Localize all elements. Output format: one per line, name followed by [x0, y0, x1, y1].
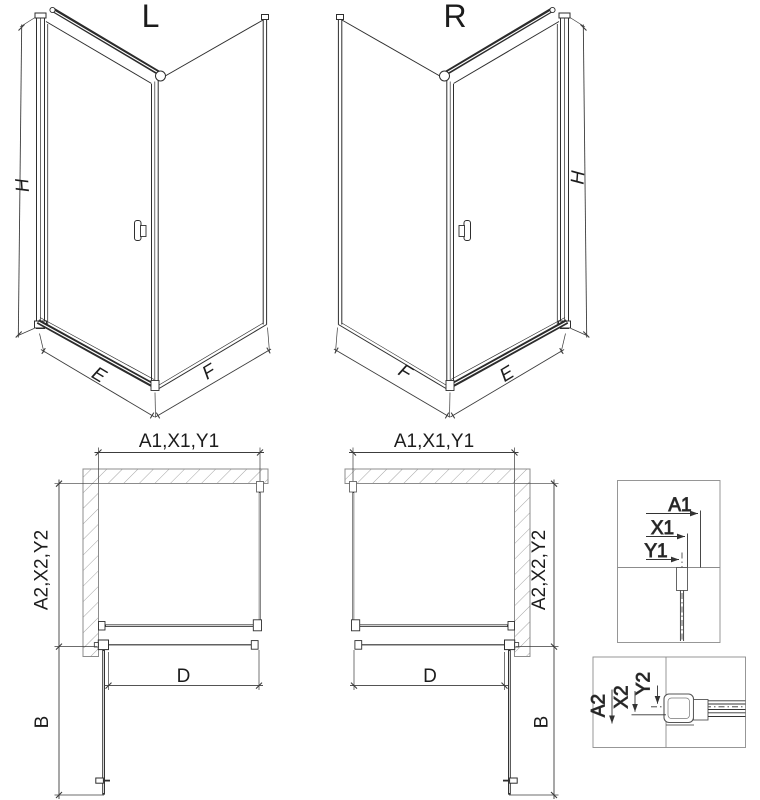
- walls-hatched-left: [83, 469, 268, 657]
- detail-label-a2: A2: [588, 693, 610, 718]
- plan-view-right: [345, 431, 559, 799]
- model-label-right: R: [443, 0, 467, 34]
- detail-label-x2: X2: [611, 685, 633, 709]
- detail-box-wall-profile: [618, 481, 721, 643]
- detail-box-floor-profile: [589, 657, 746, 748]
- iso-view-right: [334, 0, 590, 418]
- plan-dim-width-left: A1,X1,Y1: [138, 431, 220, 452]
- plan-dim-depth-right: A2,X2,Y2: [529, 529, 550, 611]
- plan-dim-swing-right: B: [531, 715, 553, 729]
- plan-view-left: [32, 431, 269, 799]
- plan-dim-width-right: A1,X1,Y1: [393, 431, 475, 452]
- iso-geometry-left: [16, 7, 271, 418]
- detail-label-a1: A1: [668, 495, 692, 516]
- dim-label-side-right: F: [394, 360, 416, 385]
- plan-dim-depth-left: A2,X2,Y2: [31, 529, 53, 611]
- dim-label-side-left: F: [198, 360, 220, 385]
- detail-label-x1: X1: [650, 518, 675, 539]
- dim-label-height-left: H: [12, 177, 34, 193]
- iso-view-left: [12, 0, 271, 418]
- model-label-left: L: [141, 0, 160, 34]
- plan-dim-swing-left: B: [32, 715, 53, 729]
- plan-dim-door-right: D: [423, 666, 437, 687]
- dim-label-door-right: E: [496, 362, 519, 387]
- dim-label-door-left: E: [87, 363, 110, 388]
- walls-hatched-right: [345, 469, 530, 657]
- detail-label-y1: Y1: [644, 541, 668, 562]
- iso-geometry-right: [334, 7, 589, 418]
- plan-dim-door-left: D: [176, 666, 191, 687]
- dim-label-height-right: H: [567, 170, 590, 186]
- wall-profile-section: [677, 568, 688, 591]
- detail-label-y2: Y2: [633, 671, 655, 696]
